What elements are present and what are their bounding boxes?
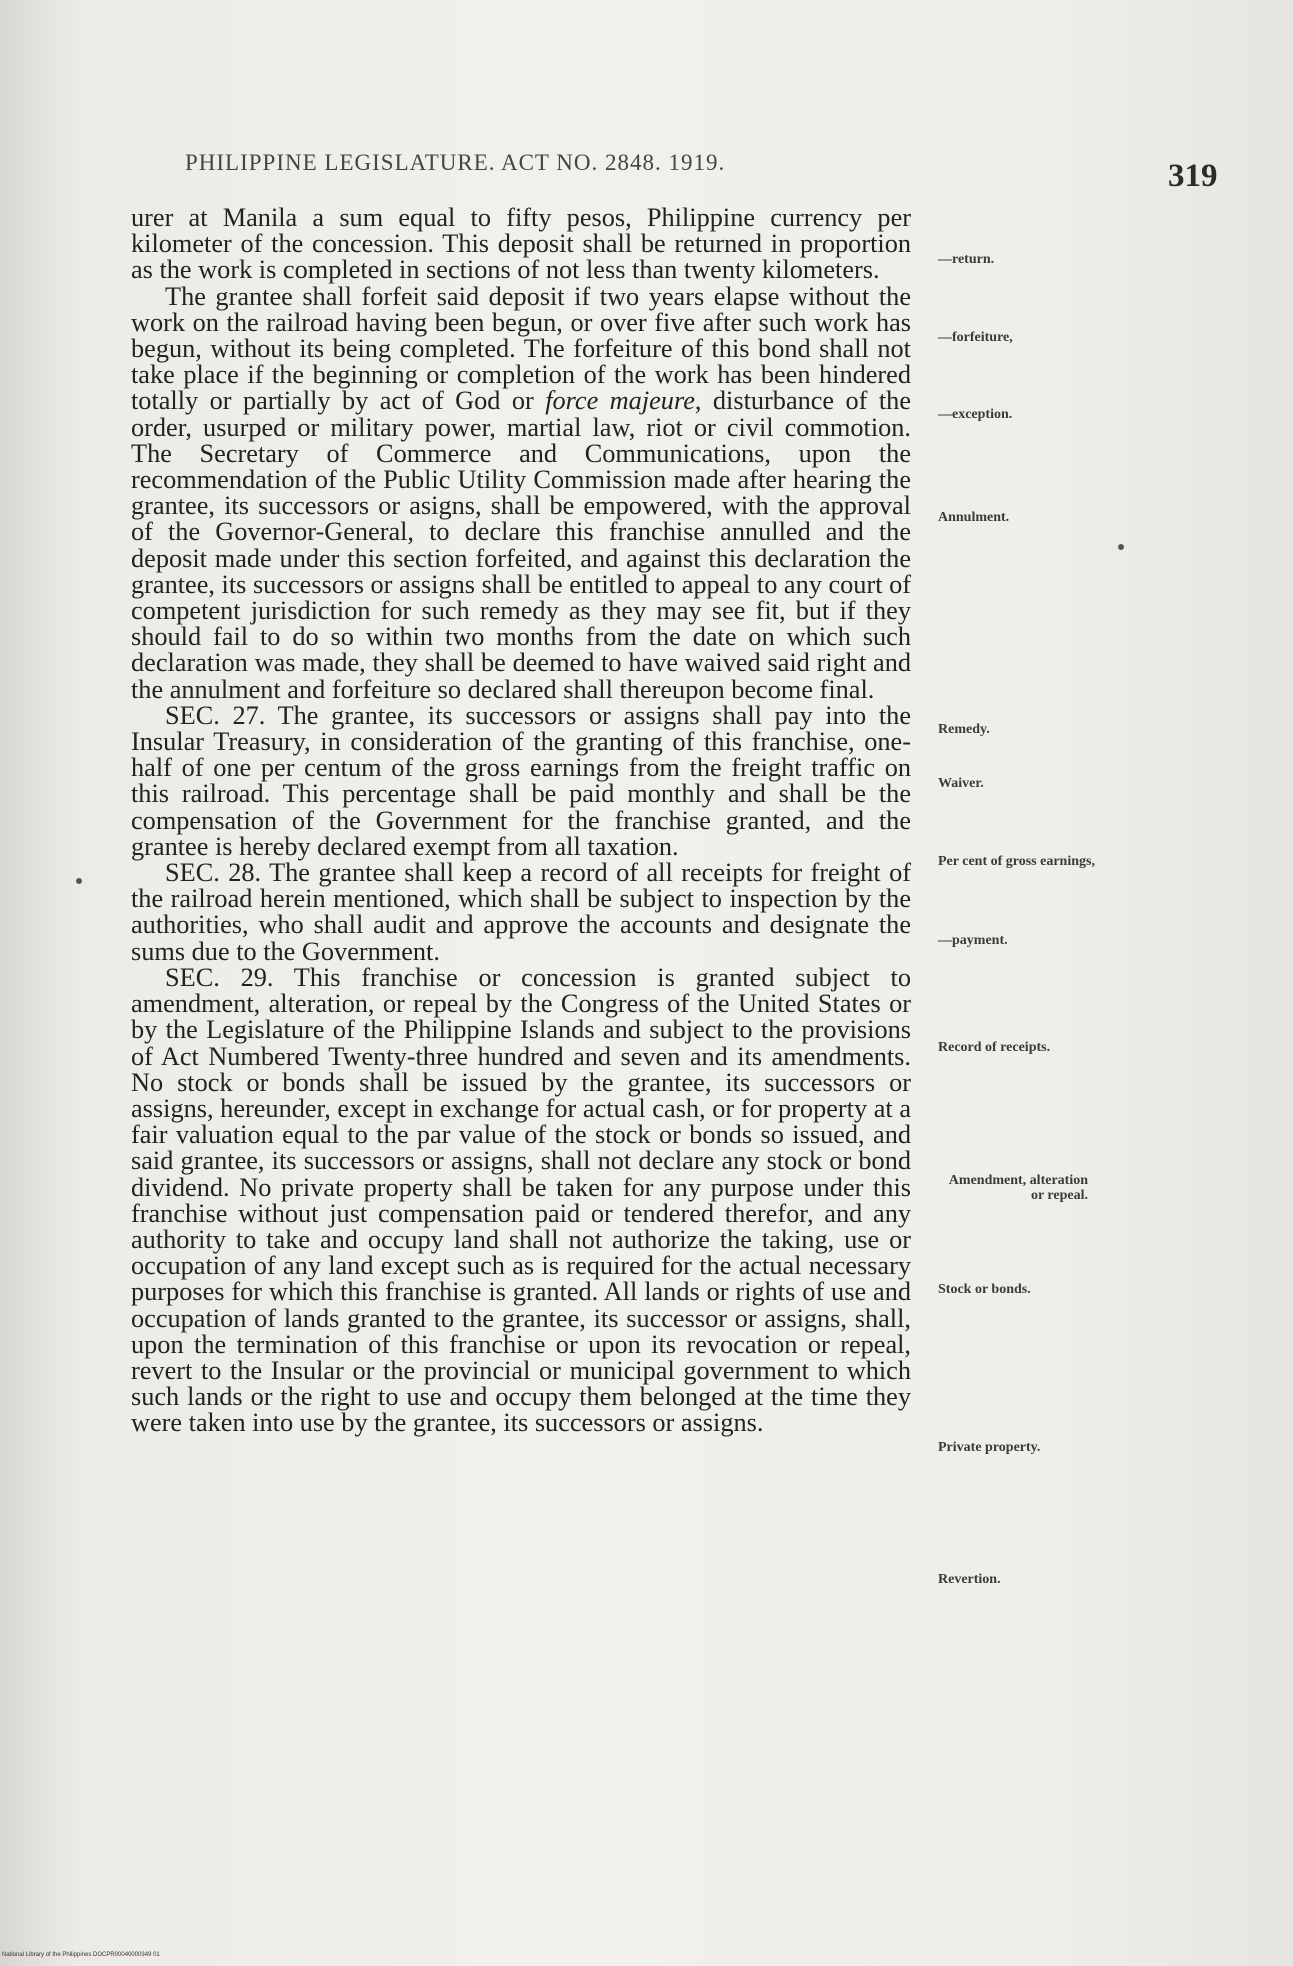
paragraph-forfeiture-part1: The grantee shall forfeit said deposit if two years elapse without the work on the railroad having been begun, or over five after such work has begun, without its being completed. The forfeiture of this bond shall not take place if the beginning or completion of the work has been hindered totally or partially by act of God or: [131, 281, 911, 416]
margin-note-payment: —payment.: [938, 933, 1008, 948]
scan-footer: National Library of the Philippines DOCPR00040000349 01: [2, 1952, 160, 1958]
margin-note-record-of-receipts: Record of receipts.: [938, 1040, 1051, 1055]
scan-speck: [76, 878, 82, 884]
paragraph-sec-27: SEC. 27. The grantee, its successors or assigns shall pay into the Insular Treasury, in consideration of the granting of this franchise, one-half of one per centum of the gross earnings from the freight traffic on this railroad. This percentage shall be paid monthly and shall be the compensation of the Government for the franchise granted, and the grantee is hereby declared exempt from all taxation.: [131, 700, 911, 861]
margin-note-remedy: Remedy.: [938, 722, 990, 737]
margin-note-amendment: Amendment, alteration or repeal.: [948, 1173, 1088, 1203]
paragraph-forfeiture-part2: , disturbance of the order, usurped or military power, martial law, riot or civil commotion. The Secretary of Commerce and Communications, upon the recommendation of the Public Utility Commission made after hearing the grantee, its successors or asigns, shall be empowered, with the approval of the Governor-General, to declare this franchise annulled and the deposit made under this section forfeited, and against this declaration the grantee, its successors or assigns shall be entitled to appeal to any court of competent jurisdiction for such remedy as they may see fit, but if they should fail to do so within two months from the date on which such declaration was made, they shall be deemed to have waived said right and the annulment and forfeiture so declared shall thereupon become final.: [131, 386, 911, 704]
margin-note-exception: —exception.: [938, 407, 1013, 422]
paragraph-sec-29: SEC. 29. This franchise or concession is granted subject to amendment, alteration, or repeal by the Congress of the United States or by the Legislature of the Philippine Islands and subject to the provisions of Act Numbered Twenty-three hundred and seven and its amendments. No stock or bonds shall be issued by the grantee, its successors or assigns, hereunder, except in exchange for actual cash, or for property at a fair valuation equal to the par value of the stock or bonds so issued, and said grantee, its successors or assigns, shall not declare any stock or bond dividend. No private property shall be taken for any purpose under this franchise without just compensation paid or tendered therefor, and any authority to take and occupy land shall not authorize the taking, use or occupation of any land except such as is required for the actual necessary purposes for which this franchise is granted. All lands or rights of use and occupation of lands granted to the grantee, its successor or assigns, shall, upon the termination of this franchise or upon its revocation or repeal, revert to the Insular or the provincial or municipal government to which such lands or the right to use and occupy them belonged at the time they were taken into use by the grantee, its successors or assigns.: [131, 962, 911, 1438]
margin-note-annulment: Annulment.: [938, 510, 1010, 525]
margin-note-per-cent-gross-earnings: Per cent of gross earnings,: [938, 854, 1095, 869]
page-number: 319: [1168, 158, 1218, 194]
margin-note-private-property: Private property.: [938, 1440, 1041, 1455]
margin-note-return: —return.: [938, 252, 995, 267]
body-text: [131, 205, 911, 1437]
paragraph-forfeiture: [131, 281, 911, 704]
margin-note-waiver: Waiver.: [938, 776, 984, 791]
margin-note-revertion: Revertion.: [938, 1572, 1001, 1587]
margin-note-forfeiture: —forfeiture,: [938, 330, 1013, 345]
scan-speck: [1118, 544, 1124, 550]
paragraph-deposit: urer at Manila a sum equal to fifty pesos, Philippine currency per kilometer of the concession. This deposit shall be returned in proportion as the work is completed in sections of not less than twenty kilometers.: [131, 203, 911, 285]
margin-note-stock-or-bonds: Stock or bonds.: [938, 1282, 1031, 1297]
force-majeure-term: force majeure: [545, 386, 695, 416]
paragraph-sec-28: SEC. 28. The grantee shall keep a record of all receipts for freight of the railroad herein mentioned, which shall be subject to inspection by the authorities, who shall audit and approve the accounts and designate the sums due to the Government.: [131, 858, 911, 966]
running-header: PHILIPPINE LEGISLATURE. ACT NO. 2848. 1919.: [185, 150, 726, 175]
